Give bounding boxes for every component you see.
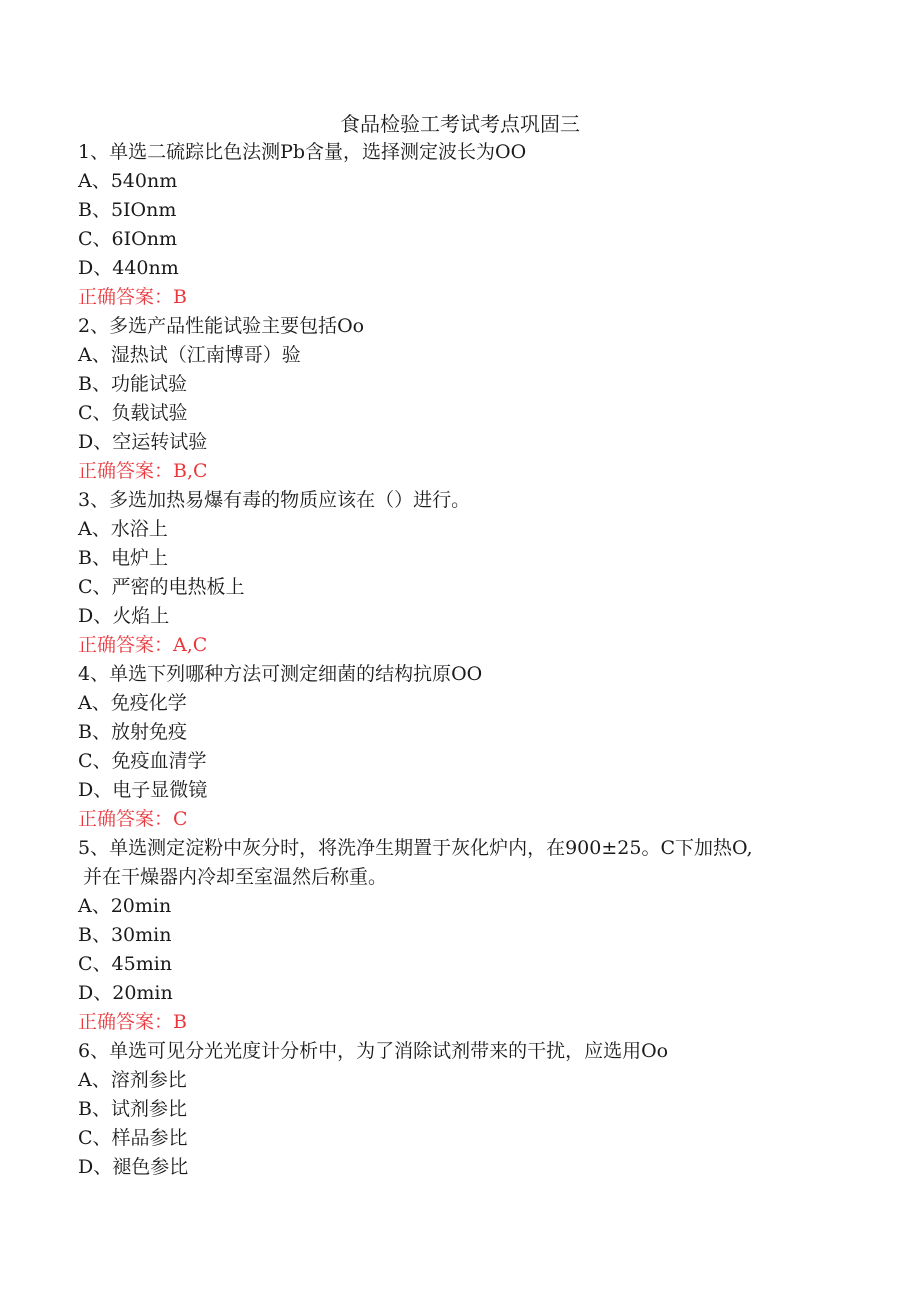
answer-label: 正确答案：: [78, 808, 174, 830]
option-b: B、放射免疫: [78, 721, 187, 743]
option-d: D、火焰上: [78, 605, 170, 627]
option-a: A、水浴上: [78, 518, 168, 540]
option-d: D、20min: [78, 982, 173, 1004]
question-text: 6、单选可见分光光度计分析中，为了消除试剂带来的干扰，应选用Oo: [78, 1040, 669, 1062]
option-d: D、褪色参比: [78, 1156, 189, 1178]
answer-label: 正确答案：: [78, 634, 174, 656]
correct-answer: [78, 631, 858, 660]
question-block: [78, 486, 858, 660]
question-list: [78, 138, 858, 1182]
question-text-line-1: 5、单选测定淀粉中灰分时，将洗净生期置于灰化炉内，在900±25。C下加热O,: [78, 837, 753, 859]
option-b: B、30min: [78, 924, 172, 946]
answer-label: 正确答案：: [78, 286, 174, 308]
correct-answer: [78, 283, 858, 312]
document-title: 食品检验工考试考点巩固三: [340, 112, 580, 136]
option-c: C、负载试验: [78, 402, 188, 424]
question-text: 4、单选下列哪种方法可测定细菌的结构抗原OO: [78, 663, 483, 685]
option-c: C、样品参比: [78, 1127, 188, 1149]
correct-answer: [78, 805, 858, 834]
question-block: [78, 312, 858, 486]
question-text: 3、多选加热易爆有毒的物质应该在（）进行。: [78, 489, 471, 511]
answer-value: B,C: [173, 460, 208, 482]
question-text-line-2: 并在干燥器内冷却至室温然后称重。: [83, 866, 388, 888]
answer-value: C: [173, 808, 188, 830]
option-c: C、免疫血清学: [78, 750, 207, 772]
answer-value: A,C: [173, 634, 208, 656]
question-block: [78, 834, 858, 1037]
option-d: D、440nm: [78, 257, 179, 279]
option-b: B、5IOnm: [78, 199, 177, 221]
answer-label: 正确答案：: [78, 460, 174, 482]
option-c: C、6IOnm: [78, 228, 177, 250]
question-block: [78, 1037, 858, 1182]
option-a: A、溶剂参比: [78, 1069, 187, 1091]
option-d: D、电子显微镜: [78, 779, 208, 801]
option-b: B、电炉上: [78, 547, 168, 569]
question-text: 2、多选产品性能试验主要包括Oo: [78, 315, 365, 337]
option-c: C、45min: [78, 953, 173, 975]
correct-answer: [78, 457, 858, 486]
option-a: A、免疫化学: [78, 692, 187, 714]
question-block: [78, 138, 858, 312]
option-a: A、540nm: [78, 170, 178, 192]
option-a: A、湿热试（江南博哥）验: [78, 344, 301, 366]
option-d: D、空运转试验: [78, 431, 208, 453]
question-text: 1、单选二硫踪比色法测Pb含量，选择测定波长为OO: [78, 141, 527, 163]
option-a: A、20min: [78, 895, 172, 917]
option-c: C、严密的电热板上: [78, 576, 245, 598]
correct-answer: [78, 1008, 858, 1037]
question-block: [78, 660, 858, 834]
answer-value: B: [173, 286, 187, 308]
answer-value: B: [173, 1011, 187, 1033]
answer-label: 正确答案：: [78, 1011, 174, 1033]
option-b: B、功能试验: [78, 373, 187, 395]
option-b: B、试剂参比: [78, 1098, 187, 1120]
question-text: [78, 834, 858, 892]
